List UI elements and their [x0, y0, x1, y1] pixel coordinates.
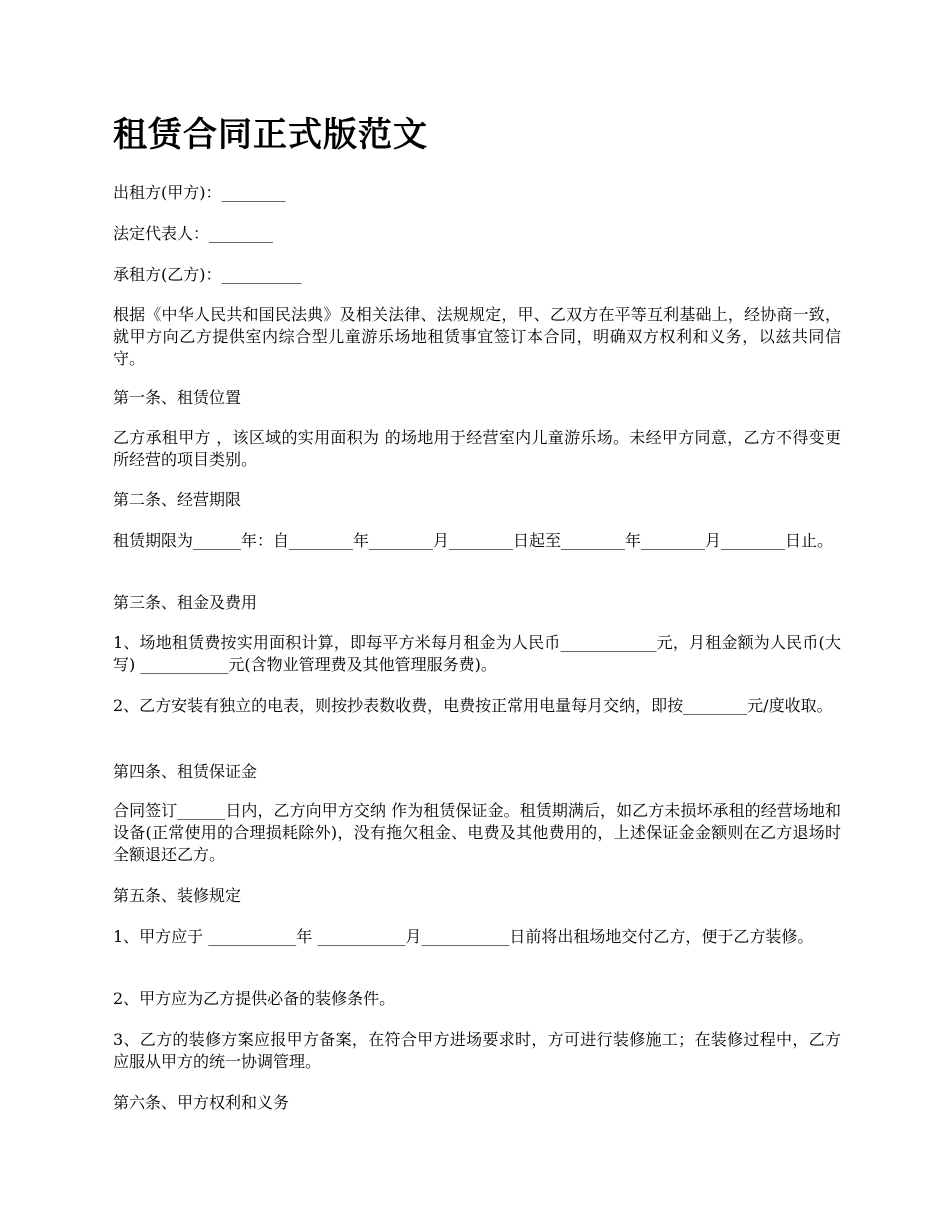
article-5-clause-2: 2、甲方应为乙方提供必备的装修条件。 — [113, 989, 396, 1008]
article-4-body: 合同签订______日内，乙方向甲方交纳 作为租赁保证金。租赁期满后，如乙方未损坏承租的经营场地和设备(正常使用的合理损耗除外)，没有拖欠租金、电费及其他费用的，上述保证金金额则在乙方退场时全额退还乙方。 — [113, 801, 841, 864]
article-1-body: 乙方承租甲方 ，该区域的实用面积为 的场地用于经营室内儿童游乐场。未经甲方同意，乙方不得变更所经营的项目类别。 — [113, 428, 841, 469]
article-3-clause-2: 2、乙方安装有独立的电表，则按抄表数收费，电费按正常用电量每月交纳，即按________元/度收取。 — [113, 696, 833, 715]
document-title: 租赁合同正式版范文 — [113, 115, 428, 155]
preamble-paragraph: 根据《中华人民共和国民法典》及相关法律、法规规定，甲、乙双方在平等互利基础上，经协商一致，就甲方向乙方提供室内综合型儿童游乐场地租赁事宜签订本合同，明确双方权利和义务，以兹共同信守。 — [113, 305, 841, 368]
lessor-line: 出租方(甲方)：________ — [113, 183, 286, 202]
article-5-heading: 第五条、装修规定 — [113, 886, 242, 905]
article-2-body: 租赁期限为______年：自________年________月________日起至________年________月________日止。 — [113, 531, 834, 550]
article-1-heading: 第一条、租赁位置 — [113, 388, 242, 407]
article-5-clause-1: 1、甲方应于 ___________年 ___________月___________日前将出租场地交付乙方，便于乙方装修。 — [113, 927, 814, 946]
lessee-line: 承租方(乙方)：__________ — [113, 265, 302, 284]
article-4-heading: 第四条、租赁保证金 — [113, 762, 258, 781]
article-6-heading: 第六条、甲方权利和义务 — [113, 1093, 290, 1112]
article-3-heading: 第三条、租金及费用 — [113, 593, 258, 612]
article-3-clause-1: 1、场地租赁费按实用面积计算，即每平方米每月租金为人民币____________元，月租金额为人民币(大写) ___________元(含物业管理费及其他管理服务费)。 — [113, 633, 841, 674]
legal-representative-line: 法定代表人：________ — [113, 224, 274, 243]
article-2-heading: 第二条、经营期限 — [113, 490, 242, 509]
article-5-clause-3: 3、乙方的装修方案应报甲方备案，在符合甲方进场要求时，方可进行装修施工；在装修过程中，乙方应服从甲方的统一协调管理。 — [113, 1030, 841, 1071]
